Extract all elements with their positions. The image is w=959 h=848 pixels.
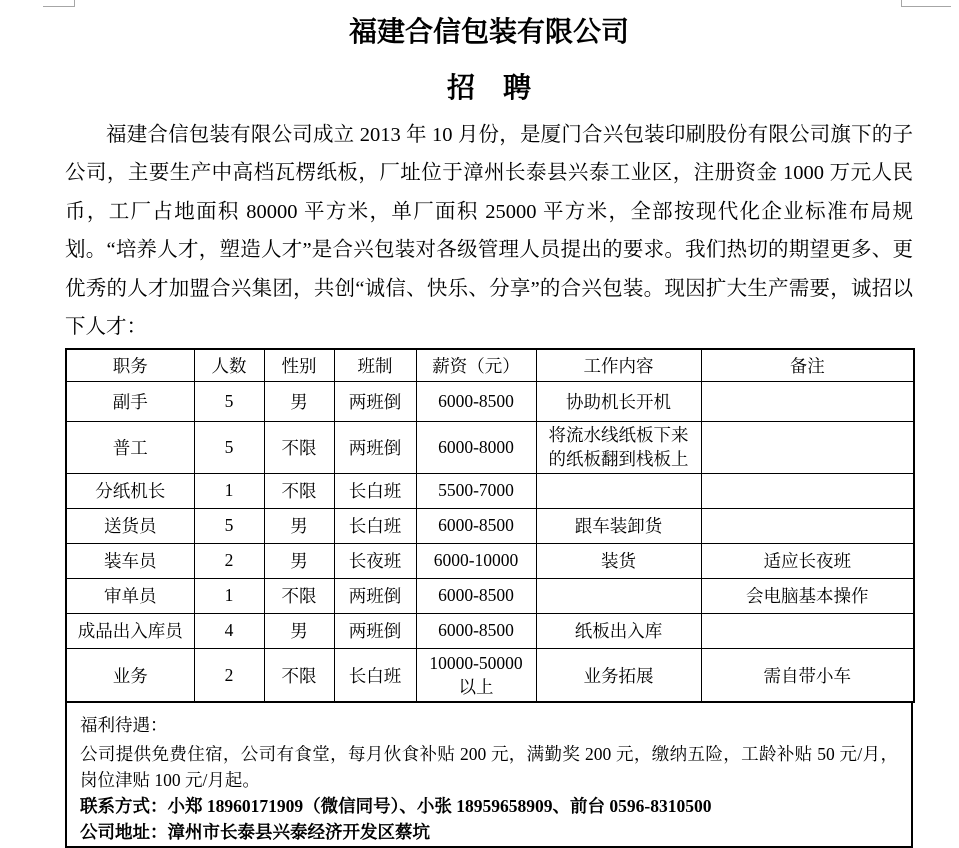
cell-job-content: [536, 578, 701, 613]
column-header-salary: 薪资（元）: [416, 349, 536, 381]
cell-job-content: 跟车装卸货: [536, 508, 701, 543]
welfare-title: 福利待遇：: [80, 715, 168, 736]
document-content: [65, 0, 913, 848]
column-header-remarks: 备注: [701, 349, 914, 381]
cell-gender: 不限: [264, 473, 334, 508]
cell-shift: 两班倒: [334, 613, 416, 648]
cell-position: 装车员: [66, 543, 194, 578]
jobs-table: [65, 348, 915, 703]
table-row: [66, 381, 914, 421]
cell-salary: 6000-8500: [416, 578, 536, 613]
cell-shift: 长夜班: [334, 543, 416, 578]
cell-gender: 不限: [264, 578, 334, 613]
cell-job-content: 装货: [536, 543, 701, 578]
cell-position: 成品出入库员: [66, 613, 194, 648]
cell-remarks: [701, 508, 914, 543]
footer-box: [65, 703, 913, 848]
cell-headcount: 1: [194, 473, 264, 508]
cell-remarks: [701, 613, 914, 648]
cell-headcount: 5: [194, 508, 264, 543]
address-line: 公司地址：漳州市长泰县兴泰经济开发区蔡坑: [80, 822, 430, 843]
column-header-gender: 性别: [264, 349, 334, 381]
cell-position: 分纸机长: [66, 473, 194, 508]
table-row: [66, 473, 914, 508]
cell-remarks: 需自带小车: [701, 648, 914, 702]
contact-line: 联系方式：小郑 18960171909（微信同号）、小张 18959658909、前台 0596-8310500: [80, 796, 712, 817]
column-header-shift: 班制: [334, 349, 416, 381]
cell-remarks: [701, 381, 914, 421]
cell-job-content: [536, 473, 701, 508]
cell-gender: 男: [264, 508, 334, 543]
table-row: [66, 648, 914, 702]
cell-salary: 5500-7000: [416, 473, 536, 508]
cell-headcount: 2: [194, 543, 264, 578]
table-row: [66, 613, 914, 648]
cell-shift: 两班倒: [334, 381, 416, 421]
cell-gender: 不限: [264, 648, 334, 702]
cell-shift: 长白班: [334, 473, 416, 508]
cell-position: 审单员: [66, 578, 194, 613]
company-title: 福建合信包装有限公司: [348, 17, 629, 48]
cell-remarks: [701, 473, 914, 508]
cell-job-content: 将流水线纸板下来的纸板翻到栈板上: [536, 421, 701, 473]
column-header-position: 职务: [66, 349, 194, 381]
table-header-row: [66, 349, 914, 381]
cell-salary: 6000-8000: [416, 421, 536, 473]
cell-position: 送货员: [66, 508, 194, 543]
column-header-headcount: 人数: [194, 349, 264, 381]
cell-remarks: [701, 421, 914, 473]
cell-position: 普工: [66, 421, 194, 473]
cell-headcount: 5: [194, 421, 264, 473]
cell-salary: 10000-50000以上: [416, 648, 536, 702]
cell-shift: 长白班: [334, 648, 416, 702]
cell-salary: 6000-8500: [416, 508, 536, 543]
cell-headcount: 5: [194, 381, 264, 421]
cell-gender: 男: [264, 381, 334, 421]
cell-remarks: 适应长夜班: [701, 543, 914, 578]
cell-salary: 6000-8500: [416, 613, 536, 648]
table-row: [66, 421, 914, 473]
cell-shift: 两班倒: [334, 578, 416, 613]
cell-position: 副手: [66, 381, 194, 421]
table-row: [66, 578, 914, 613]
cell-shift: 两班倒: [334, 421, 416, 473]
cell-job-content: 业务拓展: [536, 648, 701, 702]
cell-salary: 6000-10000: [416, 543, 536, 578]
cell-shift: 长白班: [334, 508, 416, 543]
column-header-job-content: 工作内容: [536, 349, 701, 381]
cell-gender: 不限: [264, 421, 334, 473]
cell-headcount: 4: [194, 613, 264, 648]
cell-gender: 男: [264, 543, 334, 578]
table-row: [66, 508, 914, 543]
intro-paragraph: 福建合信包装有限公司成立 2013 年 10 月份，是厦门合兴包装印刷股份有限公司旗下的子公司，主要生产中高档瓦楞纸板，厂址位于漳州长泰县兴泰工业区，注册资金 1000 万元人民币，工厂占地面积 80000 平方米，单厂面积 25000 平方米，全部按现代化企业标准布局规划。“培养人才，塑造人才”是合兴包装对各级管理人员提出的要求。我们热切的期望更多、更优秀的人才加盟合兴集团，共创“诚信、快乐、分享”的合兴包装。现因扩大生产需要，诚招以下人才：: [65, 124, 913, 339]
cell-gender: 男: [264, 613, 334, 648]
cell-headcount: 2: [194, 648, 264, 702]
cell-position: 业务: [66, 648, 194, 702]
cell-job-content: 协助机长开机: [536, 381, 701, 421]
table-row: [66, 543, 914, 578]
cell-remarks: 会电脑基本操作: [701, 578, 914, 613]
cell-salary: 6000-8500: [416, 381, 536, 421]
welfare-body: 公司提供免费住宿，公司有食堂，每月伙食补贴 200 元，满勤奖 200 元，缴纳五险，工龄补贴 50 元/月，岗位津贴 100 元/月起。: [80, 744, 898, 791]
cell-headcount: 1: [194, 578, 264, 613]
recruitment-subtitle: 招 聘: [446, 73, 531, 104]
cell-job-content: 纸板出入库: [536, 613, 701, 648]
